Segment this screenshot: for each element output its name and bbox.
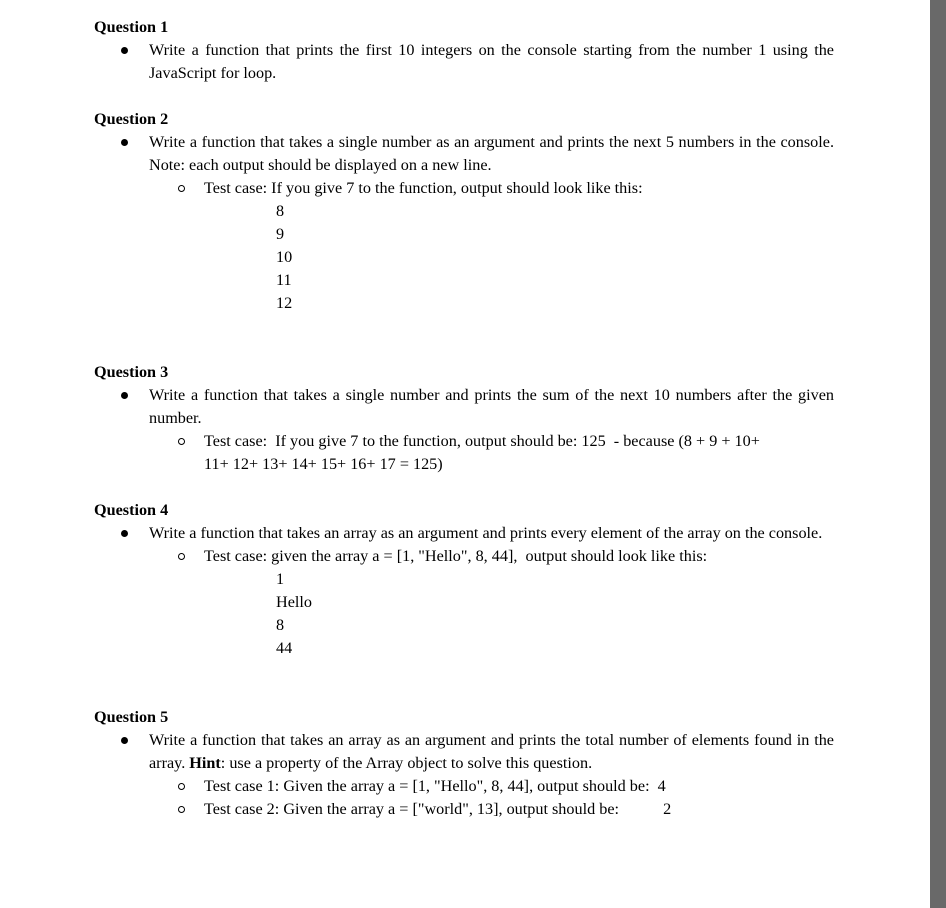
- bullet-icon: [121, 737, 128, 744]
- bullet-icon: [121, 47, 128, 54]
- question-5-test-case-2-text: Test case 2: Given the array a = ["world", 13], output should be:: [204, 800, 620, 818]
- question-5-bullet: [94, 729, 834, 775]
- question-1-title: Question 1: [94, 18, 169, 36]
- question-4-text: Write a function that takes an array as an argument and prints every element of the array on the console.: [149, 524, 823, 542]
- question-1-text: Write a function that prints the first 10 integers on the console starting from the number 1 using the JavaScript for loop.: [149, 41, 834, 82]
- question-5-title: Question 5: [94, 708, 169, 726]
- hollow-bullet-icon: [178, 438, 185, 445]
- output-line: 8: [276, 202, 285, 220]
- output-line: 11: [276, 271, 292, 289]
- output-line: 10: [276, 248, 293, 266]
- question-2-title: Question 2: [94, 110, 169, 128]
- question-4-bullet: [94, 522, 834, 545]
- question-5-text-part-2: : use a property of the Array object to solve this question.: [220, 754, 593, 772]
- hollow-bullet-icon: [178, 783, 185, 790]
- hollow-bullet-icon: [178, 806, 185, 813]
- question-3-test-case-line-2: 11+ 12+ 13+ 14+ 15+ 16+ 17 = 125): [204, 455, 443, 473]
- question-2-test-case-text: Test case: If you give 7 to the function, output should look like this:: [204, 179, 643, 197]
- question-3-text: Write a function that takes a single number and prints the sum of the next 10 numbers after the given number.: [149, 386, 834, 427]
- question-4-title: Question 4: [94, 501, 169, 519]
- question-3-title: Question 3: [94, 363, 169, 381]
- bullet-icon: [121, 392, 128, 399]
- question-2-bullet: [94, 131, 834, 177]
- question-5-test-case-2-value: 2: [663, 800, 672, 818]
- question-1-bullet: [94, 39, 834, 85]
- question-3-test-case: [94, 430, 834, 476]
- bullet-icon: [121, 530, 128, 537]
- question-5-test-case-1: [94, 775, 834, 798]
- page-scroll-edge: [930, 0, 946, 908]
- question-2-test-case: [94, 177, 834, 200]
- question-5-test-case-1-text: Test case 1: Given the array a = [1, "Hello", 8, 44], output should be:: [204, 777, 650, 795]
- output-line: Hello: [276, 593, 312, 611]
- question-5-test-case-1-value: 4: [657, 777, 666, 795]
- question-5-test-case-2: [94, 798, 834, 821]
- hollow-bullet-icon: [178, 553, 185, 560]
- question-3-test-case-line-1: Test case: If you give 7 to the function, output should be: 125 - because (8 + 9 + 10+: [204, 432, 760, 450]
- document-body: [94, 0, 834, 821]
- output-line: 9: [276, 225, 285, 243]
- output-line: 12: [276, 294, 293, 312]
- output-line: 8: [276, 616, 285, 634]
- output-line: 44: [276, 639, 293, 657]
- question-2-text: Write a function that takes a single number as an argument and prints the next 5 numbers in the console. Note: each output should be displayed on a new line.: [149, 133, 834, 174]
- question-5-text-part-1: Write a function that takes an array as an argument and prints the total number of elements found in the array.: [149, 731, 834, 772]
- output-line: 1: [276, 570, 285, 588]
- question-4-test-case: [94, 545, 834, 568]
- bullet-icon: [121, 139, 128, 146]
- hollow-bullet-icon: [178, 185, 185, 192]
- hint-label: Hint: [189, 754, 221, 772]
- question-3-bullet: [94, 384, 834, 430]
- question-4-test-case-text: Test case: given the array a = [1, "Hello", 8, 44], output should look like this:: [204, 547, 708, 565]
